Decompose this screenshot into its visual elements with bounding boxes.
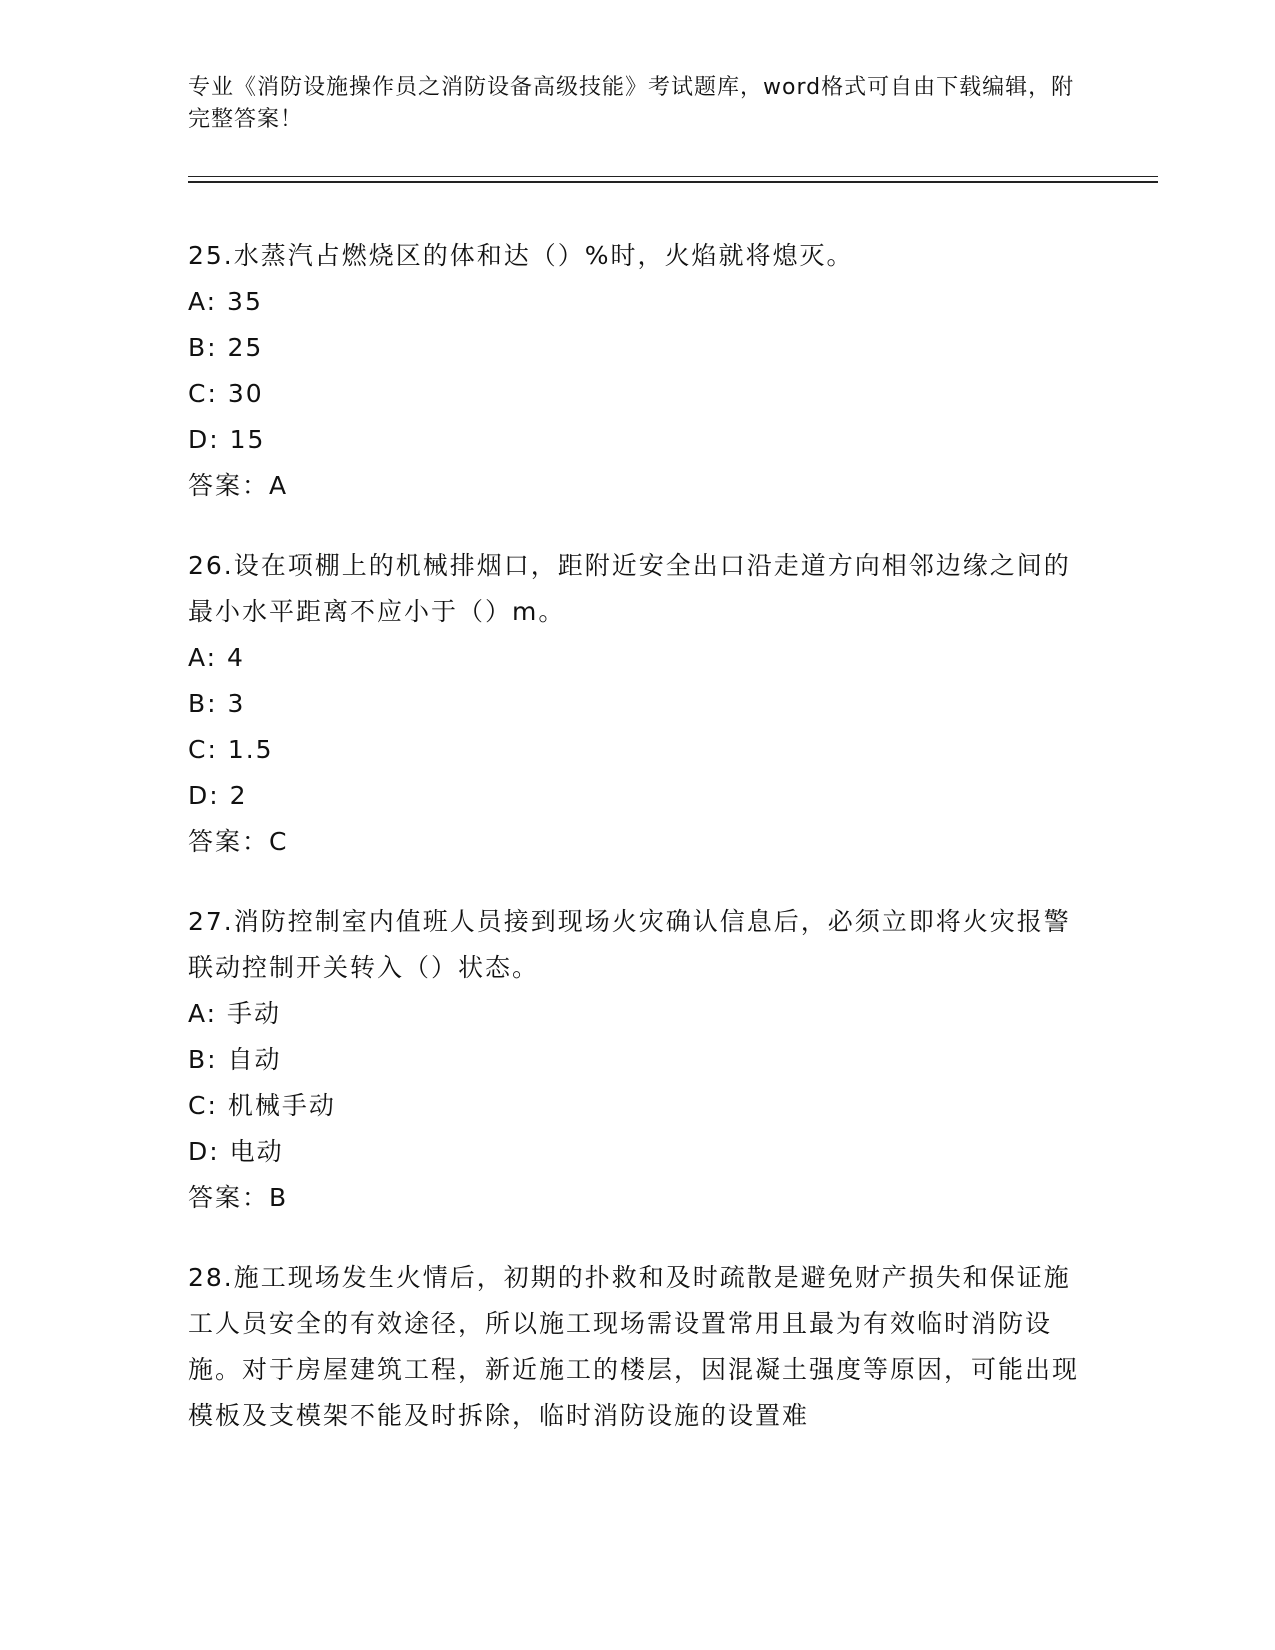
question-27: [188, 899, 1088, 1221]
option-a: A: 手动: [188, 999, 282, 1028]
question-28: [188, 1255, 1088, 1439]
question-25: [188, 233, 1088, 509]
answer-line: 答案：C: [188, 827, 289, 856]
question-stem: 25.水蒸汽占燃烧区的体和达（）%时，火焰就将熄灭。: [188, 241, 854, 270]
option-a: A: 4: [188, 643, 245, 672]
header-divider-thin: [188, 176, 1158, 177]
option-d: D: 2: [188, 781, 248, 810]
option-b: B: 自动: [188, 1045, 282, 1074]
option-d: D: 电动: [188, 1137, 284, 1166]
option-c: C: 1.5: [188, 735, 274, 764]
option-b: B: 25: [188, 333, 264, 362]
answer-line: 答案：B: [188, 1183, 289, 1212]
option-a: A: 35: [188, 287, 263, 316]
document-header: 专业《消防设施操作员之消防设备高级技能》考试题库，word格式可自由下载编辑，附完整答案！: [188, 75, 1075, 132]
question-stem: 27.消防控制室内值班人员接到现场火灾确认信息后，必须立即将火灾报警联动控制开关转入（）状态。: [188, 907, 1071, 982]
option-b: B: 3: [188, 689, 246, 718]
answer-line: 答案：A: [188, 471, 289, 500]
option-d: D: 15: [188, 425, 266, 454]
option-c: C: 机械手动: [188, 1091, 336, 1120]
question-list: [188, 233, 1088, 1473]
question-26: [188, 543, 1088, 865]
question-stem: 26.设在项棚上的机械排烟口，距附近安全出口沿走道方向相邻边缘之间的最小水平距离不应小于（）m。: [188, 551, 1071, 626]
option-c: C: 30: [188, 379, 264, 408]
header-divider-thick: [188, 181, 1158, 183]
question-stem: 28.施工现场发生火情后，初期的扑救和及时疏散是避免财产损失和保证施工人员安全的有效途径，所以施工现场需设置常用且最为有效临时消防设施。对于房屋建筑工程，新近施工的楼层，因混凝土强度等原因，可能出现模板及支模架不能及时拆除，临时消防设施的设置难: [188, 1263, 1080, 1430]
